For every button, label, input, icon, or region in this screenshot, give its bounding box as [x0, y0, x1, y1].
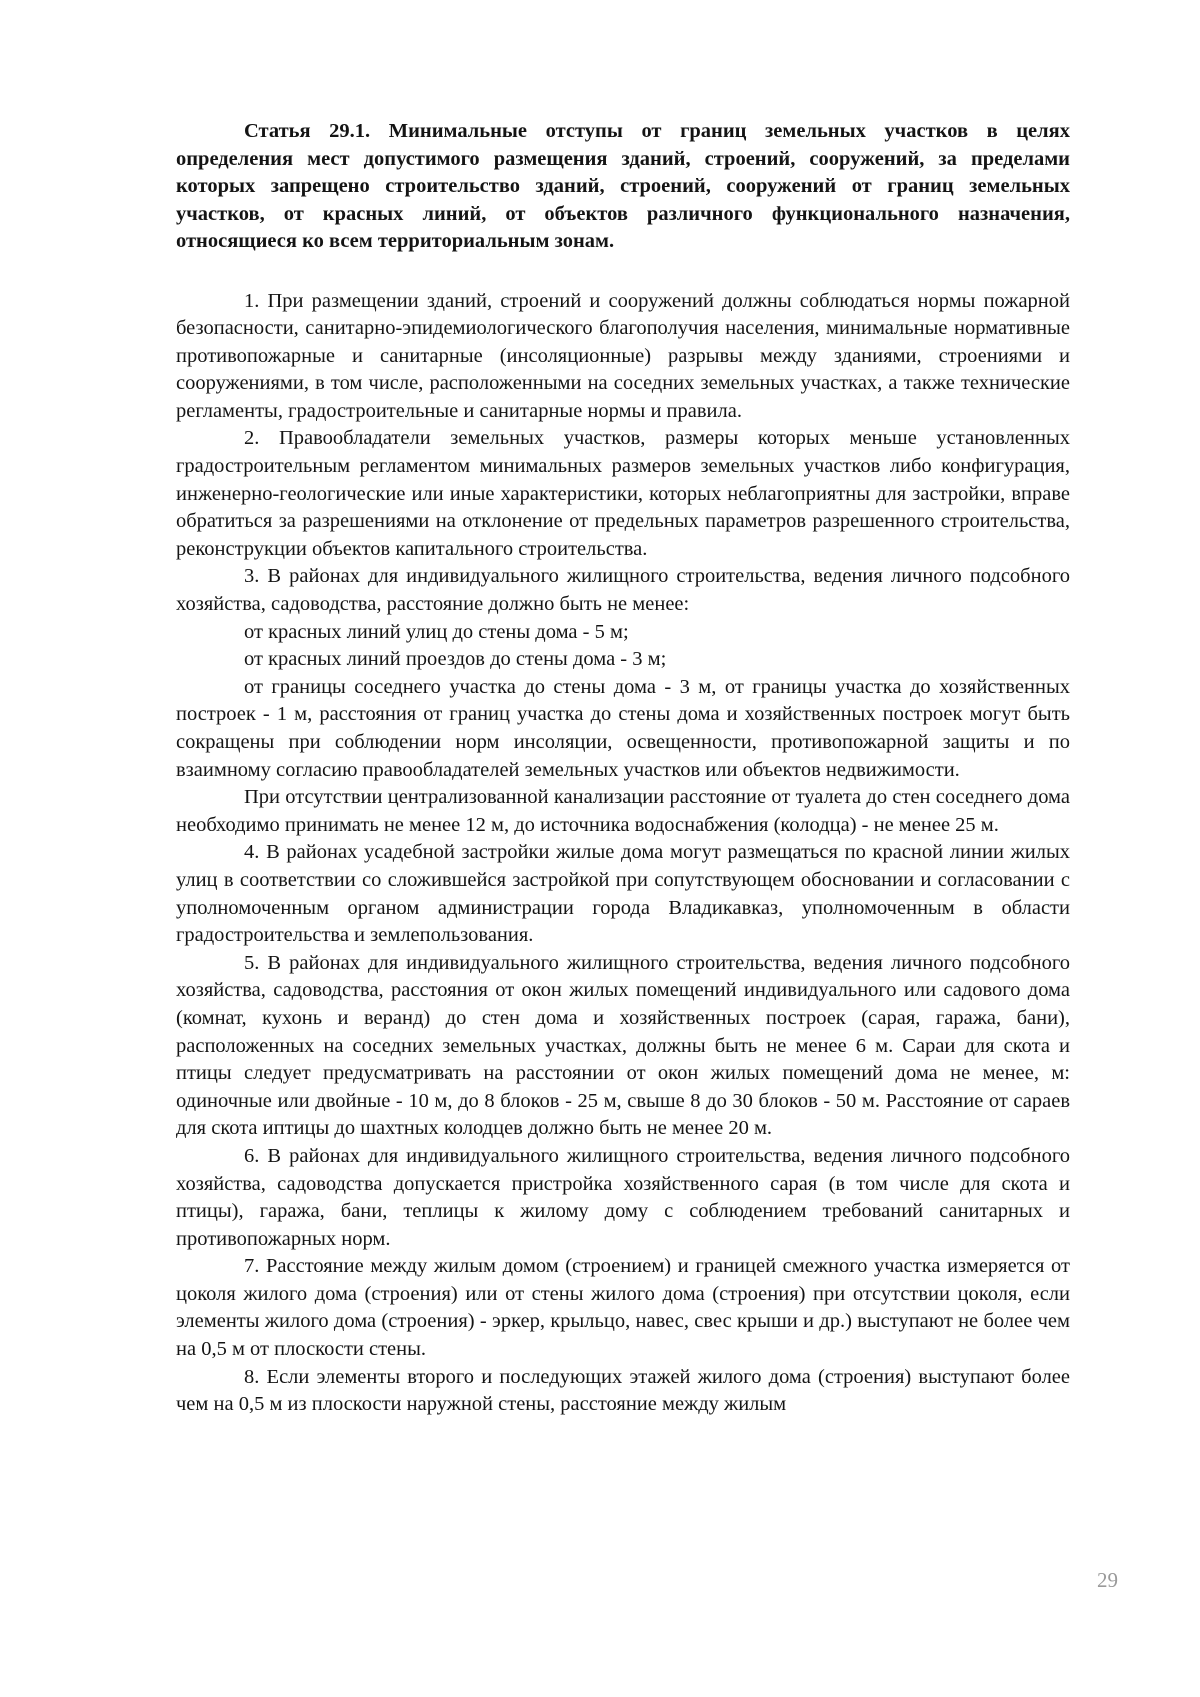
- page-number: 29: [1097, 1568, 1118, 1592]
- article-heading: Статья 29.1. Минимальные отступы от границ земельных участков в целях определения мест допустимого размещения зданий, строений, сооружений, за пределами которых запрещено строительство зданий, строений, сооружений от границ земельных участков, от красных линий, от объектов различного функционального назначения, относящиеся ко всем территориальным зонам.: [176, 120, 1070, 252]
- article-body: [176, 288, 1070, 1419]
- distance-driveway-red-lines: от красных линий проездов до стены дома - 3 м;: [244, 648, 667, 671]
- paragraph-4-manor-development: 4. В районах усадебной застройки жилые дома могут размещаться по красной линии жилых улиц в соответствии со сложившейся застройкой при сопутствующем обосновании и согласовании с уполномоченным органом администрации города Владикавказ, уполномоченным в области градостроительства и землепользования.: [176, 841, 1070, 947]
- paragraph-1-fire-safety: 1. При размещении зданий, строений и сооружений должны соблюдаться нормы пожарной безопасности, санитарно-эпидемиологического благополучия населения, минимальные нормативные противопожарные и санитарные (инсоляционные) разрывы между зданиями, строениями и сооружениями, в том числе, расположенными на соседних земельных участках, а также технические регламенты, градостроительные и санитарные нормы и правила.: [176, 289, 1070, 422]
- distance-neighbor-plot: от границы соседнего участка до стены дома - 3 м, от границы участка до хозяйственных построек - 1 м, расстояния от границ участка до стены дома и хозяйственных построек могут быть сокращены при соблюдении норм инсоляции, освещенности, противопожарной защиты и по взаимному согласию правообладателей земельных участков или объектов недвижимости.: [176, 675, 1070, 781]
- paragraph-8-upper-floors: 8. Если элементы второго и последующих этажей жилого дома (строения) выступают более чем на 0,5 м из плоскости наружной стены, расстояние между жилым: [176, 1365, 1070, 1416]
- paragraph-7-measurement: 7. Расстояние между жилым домом (строением) и границей смежного участка измеряется от цоколя жилого дома (строения) или от стены жилого дома (строения) при отсутствии цоколя, если элементы жилого дома (строения) - эркер, крыльцо, навес, свес крыши и др.) выступают не более чем на 0,5 м от плоскости стены.: [176, 1255, 1070, 1361]
- paragraph-6-outbuildings: 6. В районах для индивидуального жилищного строительства, ведения личного подсобного хозяйства, садоводства допускается пристройка хозяйственного сарая (в том числе для скота и птицы), гаража, бани, теплицы к жилому дому с соблюдением требований санитарных и противопожарных норм.: [176, 1144, 1070, 1250]
- paragraph-sewerage: При отсутствии централизованной канализации расстояние от туалета до стен соседнего дома необходимо принимать не менее 12 м, до источника водоснабжения (колодца) - не менее 25 м.: [176, 786, 1070, 836]
- paragraph-3-distances-intro: 3. В районах для индивидуального жилищного строительства, ведения личного подсобного хозяйства, садоводства, расстояние должно быть не менее:: [176, 565, 1070, 616]
- paragraph-5-window-distances: 5. В районах для индивидуального жилищного строительства, ведения личного подсобного хозяйства, садоводства, расстояния от окон жилых помещений индивидуального или садового дома (комнат, кухонь и веранд) до стен дома и хозяйственных построек (сарая, гаража, бани), расположенных на соседних земельных участках, должны быть не менее 6 м. Сараи для скота и птицы следует предусматривать на расстоянии от окон жилых помещений дома не менее, м: одиночные или двойные - 10 м, до 8 блоков - 25 м, свыше 8 до 30 блоков - 50 м. Расстояние от сараев для скота иптицы до шахтных колодцев должно быть не менее 20 м.: [176, 951, 1070, 1140]
- distance-street-red-lines: от красных линий улиц до стены дома - 5 м;: [244, 620, 629, 643]
- paragraph-2-land-owners: 2. Правообладатели земельных участков, размеры которых меньше установленных градостроительным регламентом минимальных размеров земельных участков либо конфигурация, инженерно-геологические или иные характеристики, которых неблагоприятны для застройки, вправе обратиться за разрешениями на отклонение от предельных параметров разрешенного строительства, реконструкции объектов капитального строительства.: [176, 427, 1070, 560]
